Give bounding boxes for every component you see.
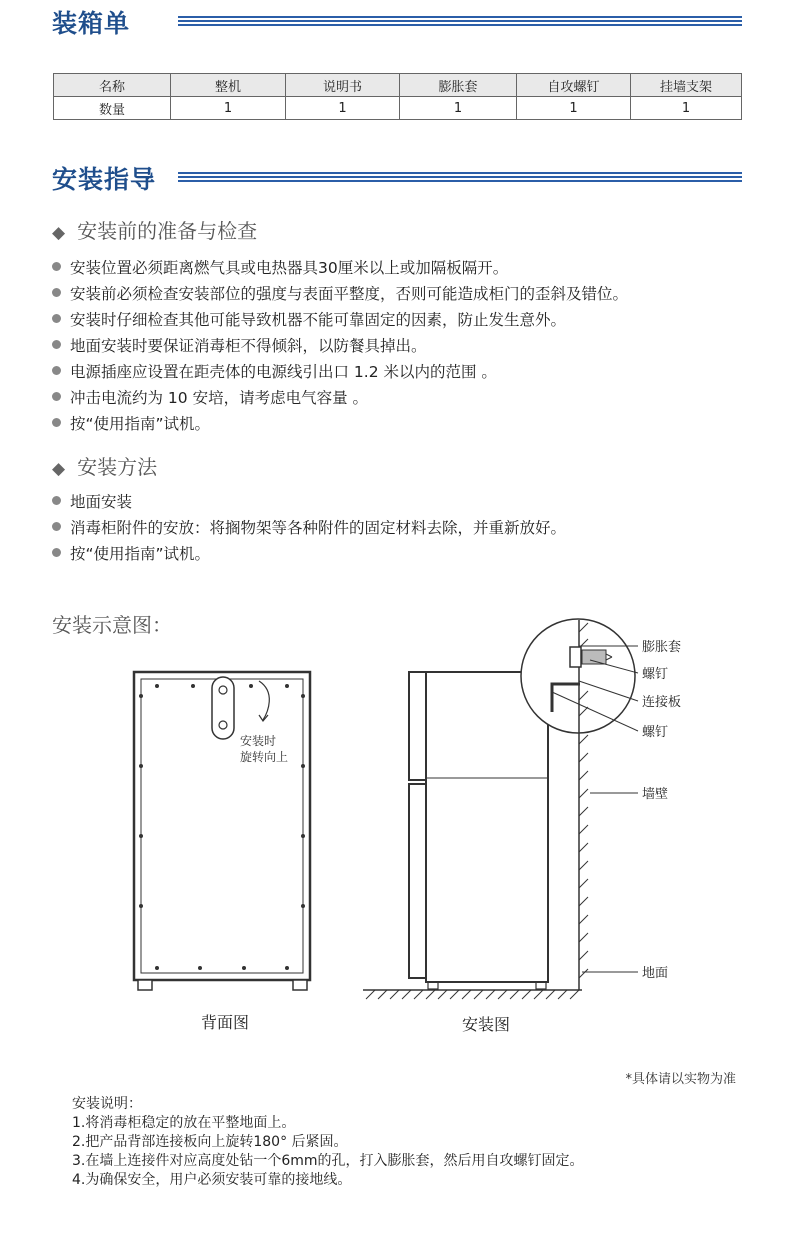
install-instructions <box>72 1095 584 1190</box>
table-cell: 说明书 <box>286 74 400 97</box>
list-item-text: 安装位置必须距离燃气具或电热器具30厘米以上或加隔板隔开。 <box>70 259 509 277</box>
label-wall: 墙壁 <box>642 787 669 802</box>
table-cell: 1 <box>286 97 400 120</box>
table-cell: 1 <box>400 97 517 120</box>
install-view-diagram <box>363 619 638 999</box>
method-heading-text: 安装方法 <box>77 455 158 479</box>
floor-hatch <box>366 990 579 999</box>
diamond-icon: ◆ <box>52 459 66 479</box>
table-cell: 整机 <box>171 74 286 97</box>
disclaimer-note: *具体请以实物为准 <box>625 1072 736 1087</box>
table-cell: 1 <box>517 97 631 120</box>
back-caption: 背面图 <box>200 1013 250 1032</box>
packing-title: 装箱单 <box>52 9 131 38</box>
table-cell: 膨胀套 <box>400 74 517 97</box>
table-cell: 名称 <box>54 74 171 97</box>
rotate-note-line2: 旋转向上 <box>240 750 289 764</box>
table-cell: 1 <box>171 97 286 120</box>
label-screw2: 螺钉 <box>642 725 669 740</box>
rotate-note-line1: 安装时 <box>240 734 277 748</box>
label-floor: 地面 <box>642 966 669 981</box>
install-title: 安装指导 <box>52 165 157 194</box>
diamond-icon: ◆ <box>52 223 66 243</box>
instruction-line: 1.将消毒柜稳定的放在平整地面上。 <box>72 1115 296 1131</box>
prep-heading-text: 安装前的准备与检查 <box>77 219 258 243</box>
label-screw1: 螺钉 <box>642 667 669 682</box>
table-cell: 挂墙支架 <box>631 74 742 97</box>
list-item-text: 地面安装时要保证消毒柜不得倾斜，以防餐具掉出。 <box>70 337 427 355</box>
list-item-text: 消毒柜附件的安放：将搁物架等各种附件的固定材料去除，并重新放好。 <box>70 519 567 537</box>
instruction-line: 2.把产品背部连接板向上旋转180° 后紧固。 <box>72 1134 348 1150</box>
instruction-line: 4.为确保安全，用户必须安装可靠的接地线。 <box>72 1172 352 1188</box>
list-item-text: 按“使用指南”试机。 <box>70 415 211 433</box>
instructions-title: 安装说明： <box>72 1096 142 1112</box>
table-cell: 自攻螺钉 <box>517 74 631 97</box>
list-item-text: 地面安装 <box>70 493 133 511</box>
install-caption: 安装图 <box>461 1015 511 1034</box>
list-item-text: 冲击电流约为 10 安培，请考虑电气容量 。 <box>70 389 369 407</box>
table-cell: 数量 <box>54 97 171 120</box>
label-sleeve: 膨胀套 <box>642 640 682 655</box>
list-item-text: 按“使用指南”试机。 <box>70 545 211 563</box>
label-plate: 连接板 <box>642 695 682 710</box>
instruction-line: 3.在墙上连接件对应高度处钻一个6mm的孔，打入膨胀套，然后用自攻螺钉固定。 <box>72 1153 584 1169</box>
list-item-text: 安装前必须检查安装部位的强度与表面平整度，否则可能造成柜门的歪斜及错位。 <box>70 285 629 303</box>
back-view-diagram <box>134 672 310 990</box>
list-item-text: 电源插座应设置在距壳体的电源线引出口 1.2 米以内的范围 。 <box>70 363 497 381</box>
table-cell: 1 <box>631 97 742 120</box>
list-item-text: 安装时仔细检查其他可能导致机器不能可靠固定的因素，防止发生意外。 <box>70 311 567 329</box>
diagram-title: 安装示意图： <box>52 613 172 637</box>
